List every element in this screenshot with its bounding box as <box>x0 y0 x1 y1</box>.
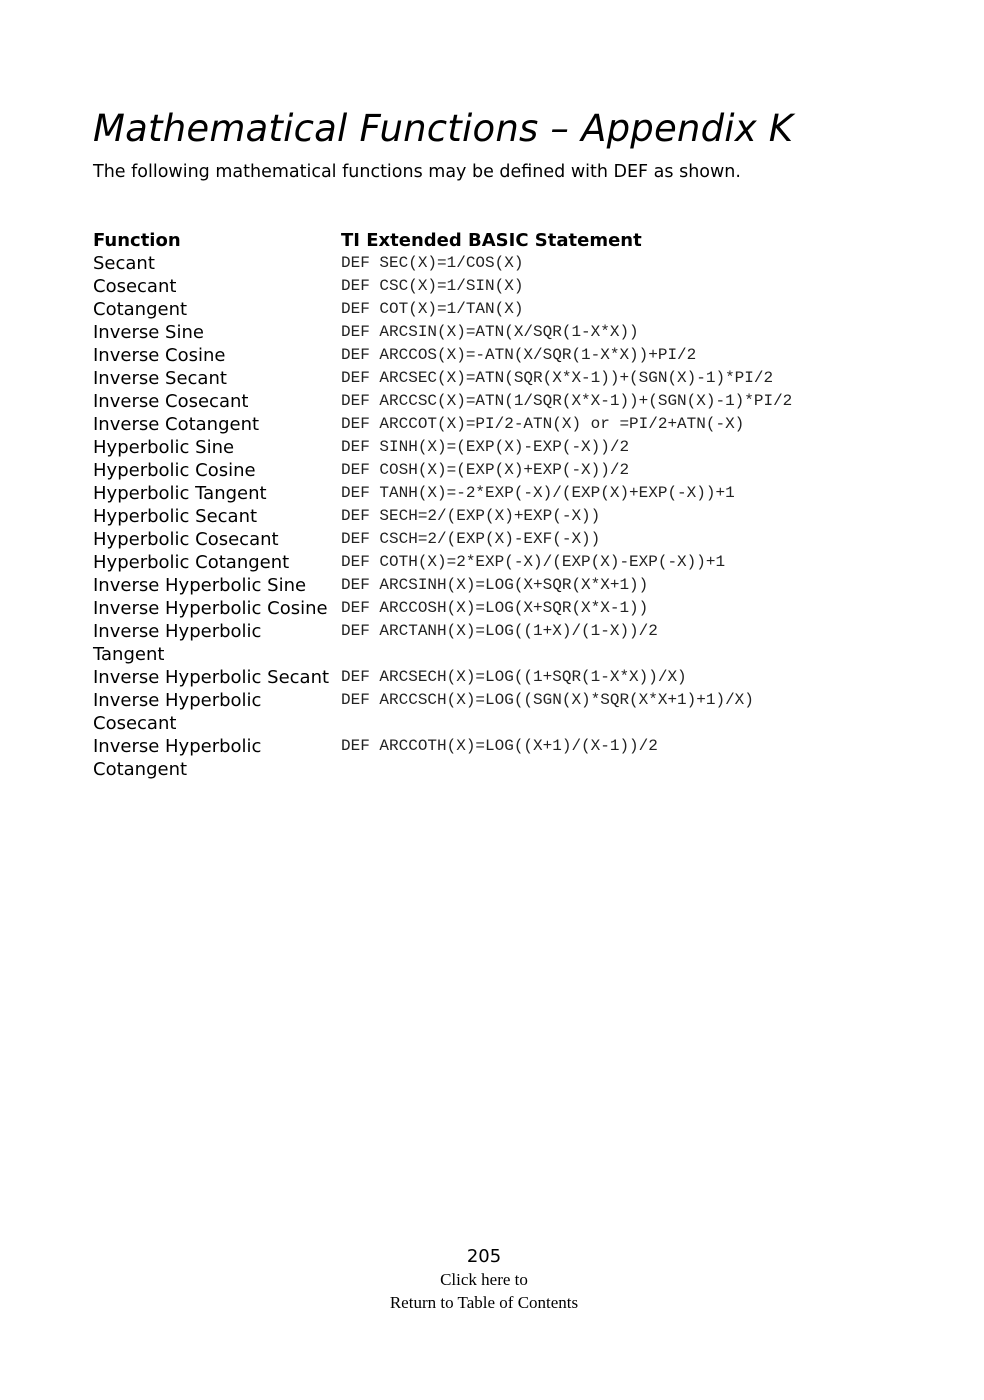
basic-statement: DEF ARCCSC(X)=ATN(1/SQR(X*X-1))+(SGN(X)-1)*PI/2 <box>341 392 793 410</box>
page-footer <box>0 1246 968 1314</box>
table-row <box>93 275 792 298</box>
page-title: Mathematical Functions – Appendix K <box>93 107 794 150</box>
table-row <box>93 344 792 367</box>
function-name: Inverse Cotangent <box>93 414 260 435</box>
basic-statement: DEF SEC(X)=1/COS(X) <box>341 254 524 272</box>
function-name: Inverse Hyperbolic Cosine <box>93 598 328 619</box>
table-row <box>93 413 792 436</box>
function-name: Hyperbolic Cotangent <box>93 552 290 573</box>
table-row <box>93 574 792 597</box>
basic-statement: DEF COTH(X)=2*EXP(-X)/(EXP(X)-EXP(-X))+1 <box>341 553 726 571</box>
function-name: Hyperbolic Secant <box>93 506 258 527</box>
function-name: Hyperbolic Cosecant <box>93 529 279 550</box>
basic-statement: DEF SECH=2/(EXP(X)+EXP(-X)) <box>341 507 601 525</box>
table-body <box>93 252 792 781</box>
basic-statement: DEF TANH(X)=-2*EXP(-X)/(EXP(X)+EXP(-X))+1 <box>341 484 735 502</box>
table-row <box>93 551 792 574</box>
table-row <box>93 367 792 390</box>
function-name: Inverse Cosine <box>93 345 226 366</box>
function-name: Hyperbolic Sine <box>93 437 235 458</box>
table-row <box>93 505 792 528</box>
intro-text: The following mathematical functions may be defined with DEF as shown. <box>93 162 741 182</box>
function-name: Inverse Hyperbolic Secant <box>93 667 330 688</box>
basic-statement: DEF ARCCOT(X)=PI/2-ATN(X) or =PI/2+ATN(-X) <box>341 415 745 433</box>
functions-table <box>93 229 792 781</box>
basic-statement: DEF ARCTANH(X)=LOG((1+X)/(1-X))/2 <box>341 622 658 640</box>
basic-statement: DEF CSCH=2/(EXP(X)-EXF(-X)) <box>341 530 601 548</box>
function-name: Inverse Cosecant <box>93 391 249 412</box>
basic-statement: DEF ARCSIN(X)=ATN(X/SQR(1-X*X)) <box>341 323 639 341</box>
table-row <box>93 459 792 482</box>
function-name: Inverse Hyperbolic Cosecant <box>93 690 262 734</box>
table-row <box>93 321 792 344</box>
function-name: Hyperbolic Tangent <box>93 483 267 504</box>
table-row <box>93 482 792 505</box>
basic-statement: DEF ARCCOS(X)=-ATN(X/SQR(1-X*X))+PI/2 <box>341 346 697 364</box>
table-row <box>93 436 792 459</box>
table-row <box>93 252 792 275</box>
basic-statement: DEF CSC(X)=1/SIN(X) <box>341 277 524 295</box>
toc-link[interactable] <box>0 1268 968 1314</box>
table-row <box>93 666 792 689</box>
table-row <box>93 298 792 321</box>
table-row <box>93 620 792 666</box>
table-row <box>93 597 792 620</box>
table-header <box>93 229 792 252</box>
table-row <box>93 735 792 781</box>
table-row <box>93 689 792 735</box>
basic-statement: DEF ARCCOTH(X)=LOG((X+1)/(X-1))/2 <box>341 737 658 755</box>
basic-statement: DEF ARCCOSH(X)=LOG(X+SQR(X*X-1)) <box>341 599 649 617</box>
toc-link-line-1[interactable]: Click here to <box>440 1270 528 1289</box>
function-column-header: Function <box>93 230 181 251</box>
basic-statement: DEF ARCSINH(X)=LOG(X+SQR(X*X+1)) <box>341 576 649 594</box>
statement-column-header: TI Extended BASIC Statement <box>341 230 642 251</box>
table-row <box>93 390 792 413</box>
function-name: Cosecant <box>93 276 177 297</box>
function-name: Inverse Hyperbolic Sine <box>93 575 307 596</box>
table-row <box>93 528 792 551</box>
function-name: Secant <box>93 253 155 274</box>
basic-statement: DEF ARCSEC(X)=ATN(SQR(X*X-1))+(SGN(X)-1)*PI/2 <box>341 369 774 387</box>
function-name: Hyperbolic Cosine <box>93 460 256 481</box>
basic-statement: DEF SINH(X)=(EXP(X)-EXP(-X))/2 <box>341 438 630 456</box>
function-name: Inverse Hyperbolic Tangent <box>93 621 262 665</box>
function-name: Inverse Sine <box>93 322 204 343</box>
basic-statement: DEF ARCCSCH(X)=LOG((SGN(X)*SQR(X*X+1)+1)/X) <box>341 691 754 709</box>
toc-link-line-2[interactable]: Return to Table of Contents <box>389 1293 579 1312</box>
basic-statement: DEF ARCSECH(X)=LOG((1+SQR(1-X*X))/X) <box>341 668 687 686</box>
function-name: Inverse Hyperbolic Cotangent <box>93 736 262 780</box>
function-name: Cotangent <box>93 299 188 320</box>
basic-statement: DEF COSH(X)=(EXP(X)+EXP(-X))/2 <box>341 461 630 479</box>
function-name: Inverse Secant <box>93 368 227 389</box>
page-number: 205 <box>466 1246 502 1267</box>
basic-statement: DEF COT(X)=1/TAN(X) <box>341 300 524 318</box>
